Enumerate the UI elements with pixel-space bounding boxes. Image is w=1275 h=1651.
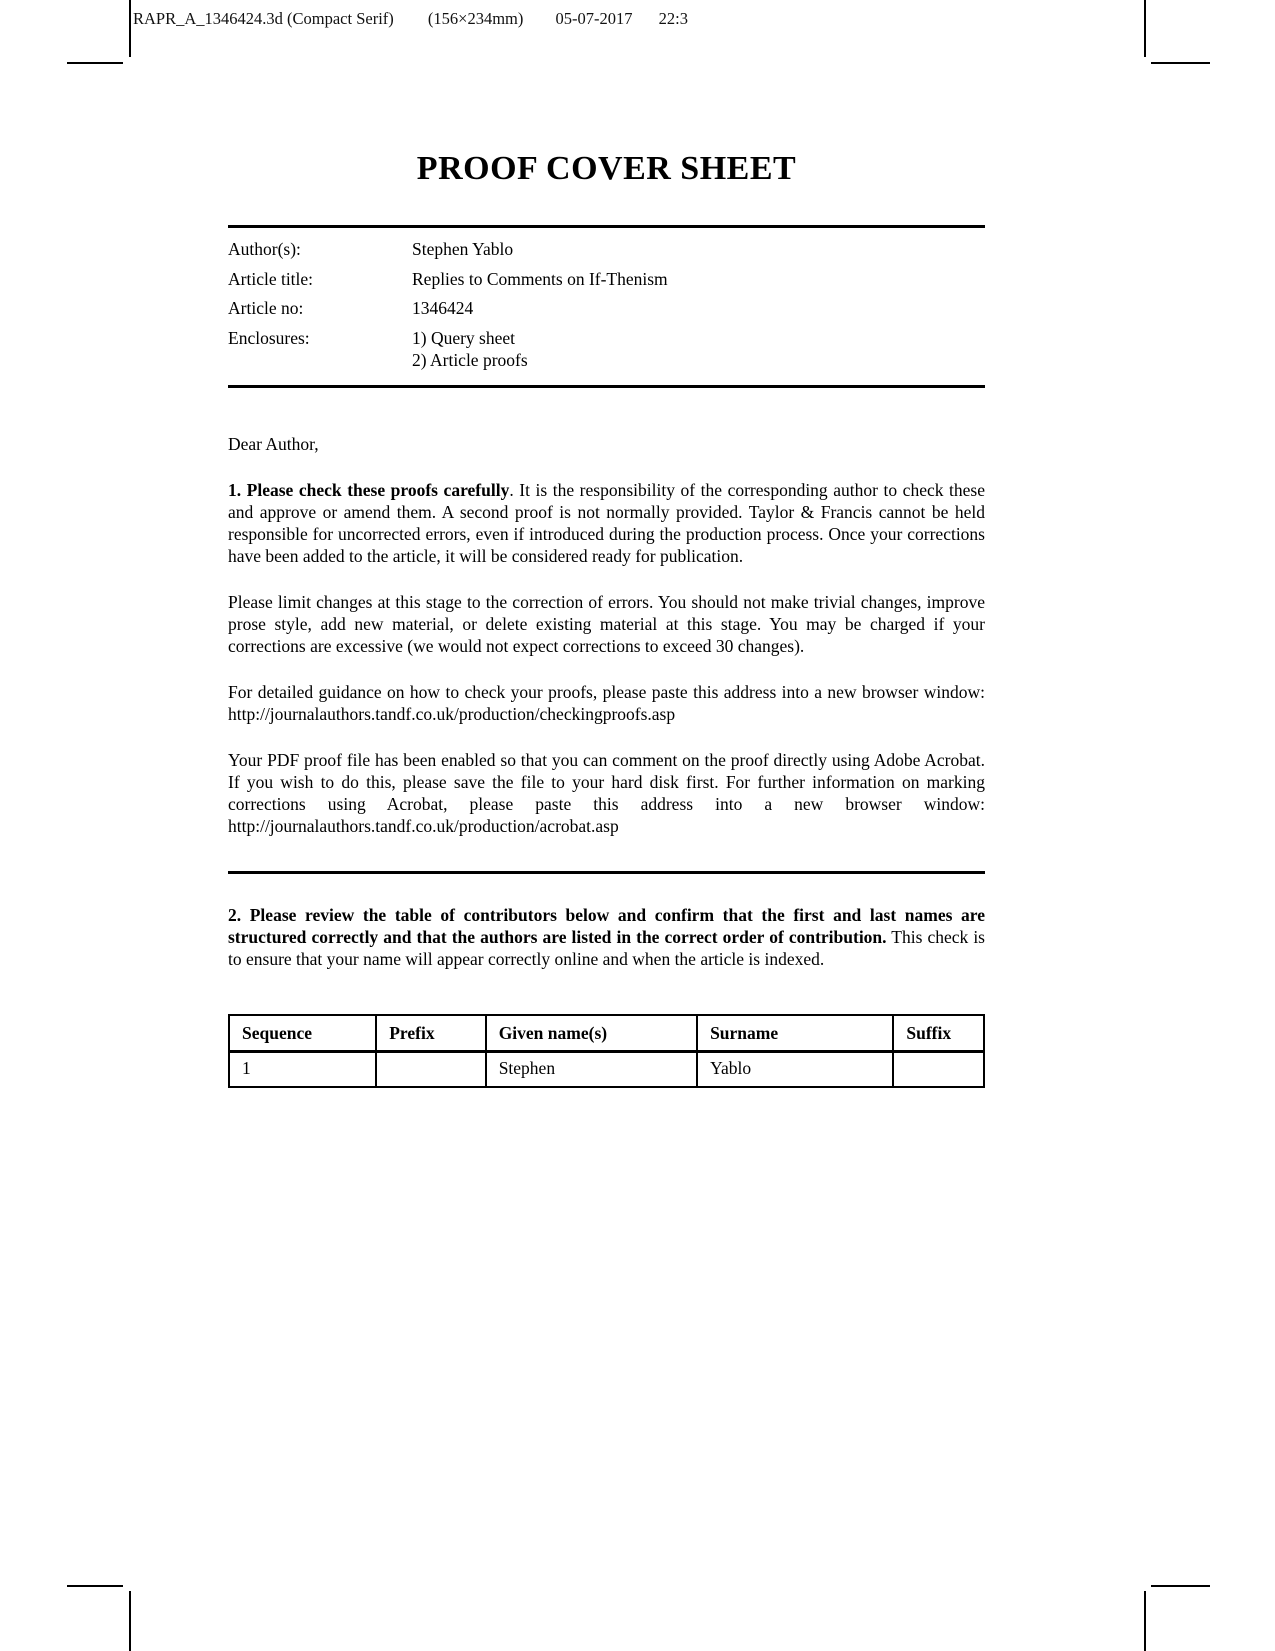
meta-value: Replies to Comments on If-Thenism — [412, 268, 668, 289]
meta-label: Article title: — [228, 268, 314, 289]
crop-mark-top-right-horizontal — [1151, 62, 1210, 64]
cell-surname: Yablo — [697, 1051, 893, 1087]
enclosure-item-2: 2) Article proofs — [412, 350, 528, 370]
meta-row-authors — [228, 238, 985, 261]
meta-row-article-title — [228, 268, 985, 291]
slug-page-size: (156×234mm) — [427, 9, 524, 28]
paragraph-acrobat-info: Your PDF proof file has been enabled so that you can comment on the proof directly using Adobe Acrobat. If you wish to do this, please save the file to your hard disk first. For further information on marking corrections using Acrobat, please paste this address into a new browser window: http://journalauthors.tandf.co.uk/production/acrobat.asp — [228, 749, 985, 836]
contributor-row — [229, 1051, 984, 1087]
document-body — [228, 0, 985, 1088]
meta-label: Author(s): — [228, 239, 301, 259]
paragraph-lead-bold: 2. Please review the table of contributors below and confirm that the first and last names are structured correctly and that the authors are listed in the correct order of contribution. — [228, 904, 985, 947]
column-header-suffix: Suffix — [893, 1015, 984, 1052]
cell-given-names: Stephen — [486, 1051, 697, 1087]
meta-label: Article no: — [228, 298, 304, 318]
contributors-table — [228, 1014, 985, 1088]
paragraph-limit-changes: Please limit changes at this stage to the correction of errors. You should not make trivial changes, improve prose style, add new material, or delete existing material at this stage. You may be charged if your corrections are excessive (we would not expect corrections to exceed 30 changes). — [228, 591, 985, 656]
column-header-given-names: Given name(s) — [486, 1015, 697, 1052]
checking-proofs-url: http://journalauthors.tandf.co.uk/production/checkingproofs.asp — [228, 703, 676, 724]
cell-prefix — [376, 1051, 485, 1087]
crop-mark-bottom-right-vertical — [1144, 1591, 1146, 1651]
meta-value: 1346424 — [412, 298, 474, 318]
contributors-header-row — [229, 1015, 984, 1052]
paragraph-review-contributors: 2. Please review the table of contributors below and confirm that the first and last names are structured correctly and that the authors are listed in the correct order of contribution. This check is to ensure that your name will appear correctly online and when the article is indexed. — [228, 904, 985, 969]
meta-value — [412, 327, 528, 372]
acrobat-url: http://journalauthors.tandf.co.uk/production/acrobat.asp — [228, 815, 619, 836]
article-meta-block — [228, 225, 985, 388]
cell-sequence: 1 — [229, 1051, 376, 1087]
meta-label: Enclosures: — [228, 327, 310, 348]
column-header-prefix: Prefix — [376, 1015, 485, 1052]
meta-row-enclosures — [228, 327, 985, 372]
paragraph-lead-bold: 1. Please check these proofs carefully — [228, 479, 510, 500]
paragraph-check-proofs: 1. Please check these proofs carefully. It is the responsibility of the corresponding author to check these and approve or amend them. A second proof is not normally provided. Taylor & Francis cannot be held responsible for uncorrected errors, even if introduced during the production process. Once your corrections have been added to the article, it will be considered ready for publication. — [228, 479, 985, 566]
meta-row-article-no — [228, 297, 985, 320]
crop-mark-bottom-left-vertical — [129, 1591, 131, 1651]
crop-mark-bottom-left-horizontal — [67, 1585, 123, 1587]
paragraph-checking-guidance: For detailed guidance on how to check your proofs, please paste this address into a new browser window: http://journalauthors.tandf.co.uk/production/checkingproofs.asp — [228, 681, 985, 724]
crop-mark-top-right-vertical — [1144, 0, 1146, 57]
crop-mark-top-left-horizontal — [67, 62, 123, 64]
section-divider-rule — [228, 871, 985, 874]
meta-value: Stephen Yablo — [412, 239, 514, 259]
salutation: Dear Author, — [228, 433, 319, 454]
crop-mark-top-left-vertical — [129, 0, 131, 57]
cell-suffix — [893, 1051, 984, 1087]
enclosure-item-1: 1) Query sheet — [412, 327, 516, 348]
slug-date: 05-07-2017 — [555, 9, 633, 28]
column-header-sequence: Sequence — [229, 1015, 376, 1052]
slug-time: 22:3 — [658, 9, 688, 28]
column-header-surname: Surname — [697, 1015, 893, 1052]
page-title: PROOF COVER SHEET — [416, 150, 797, 187]
slug-filename: RAPR_A_1346424.3d (Compact Serif) — [133, 9, 394, 28]
crop-mark-bottom-right-horizontal — [1151, 1585, 1210, 1587]
